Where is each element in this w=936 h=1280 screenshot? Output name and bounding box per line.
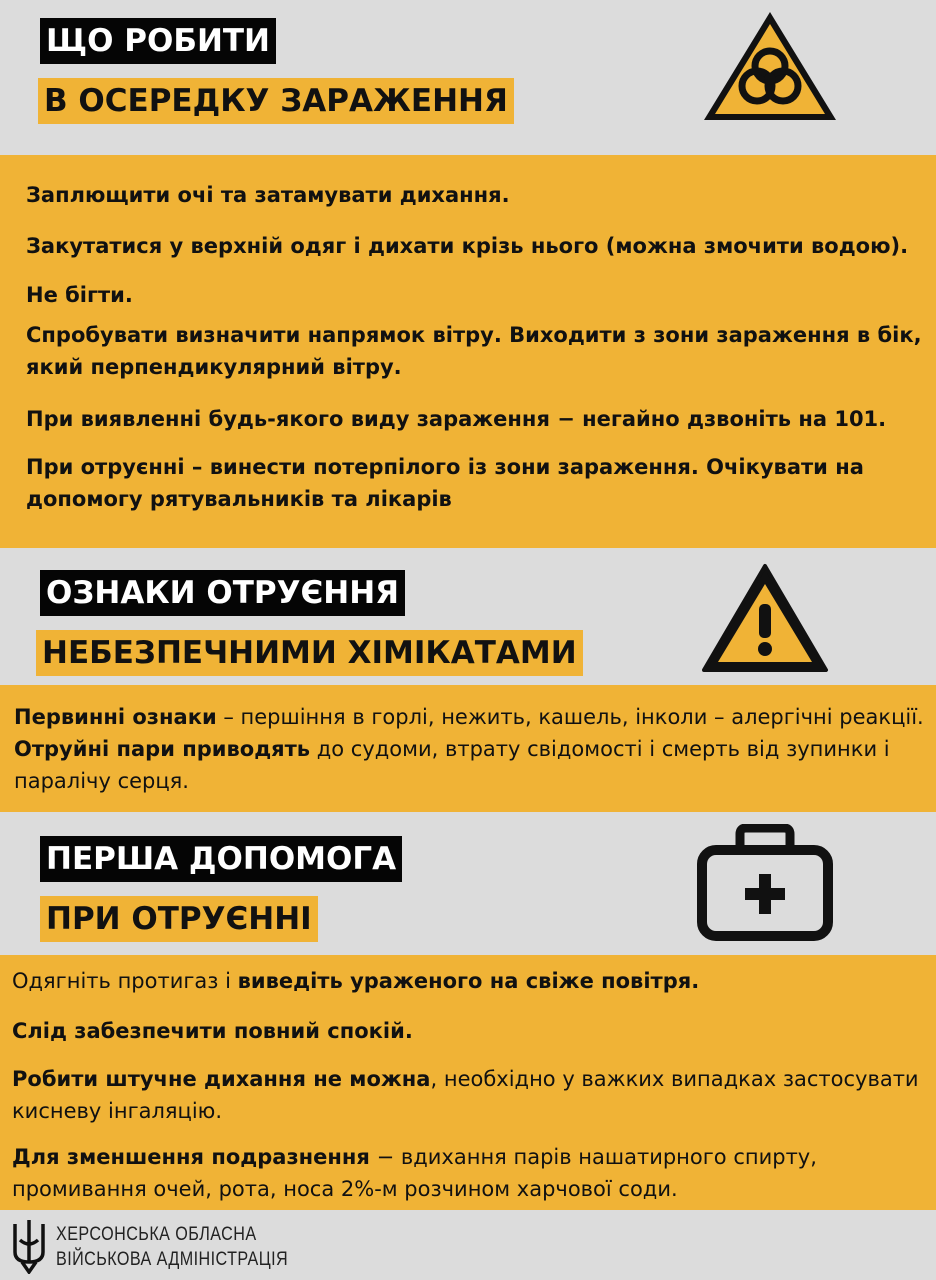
section3-body	[0, 955, 936, 1210]
first-aid-kit-icon	[696, 824, 834, 942]
symptoms-severe-text: до судоми, втрату свідомості і смерть від зупинки і паралічу серця.	[14, 737, 890, 793]
instruction-item: Заплющити очі та затамувати дихання.	[26, 183, 510, 207]
section2-title-line2: НЕБЕЗПЕЧНИМИ ХІМІКАТАМИ	[36, 630, 583, 676]
section1-title-line1: ЩО РОБИТИ	[40, 18, 276, 64]
first-aid-step	[12, 965, 927, 997]
section1-title-line2: В ОСЕРЕДКУ ЗАРАЖЕННЯ	[38, 78, 514, 124]
first-aid-step	[12, 1015, 927, 1047]
instruction-item: Закутатися у верхній одяг і дихати крізь нього (можна змочити водою).	[26, 234, 909, 258]
first-aid-step-text: Одягніть протигаз і	[12, 969, 238, 993]
first-aid-step-bold: виведіть ураженого на свіже повітря.	[237, 969, 700, 993]
section3-title-line1: ПЕРША ДОПОМОГА	[40, 836, 402, 882]
instruction-item: Не бігти.	[26, 283, 133, 307]
symptoms-severe	[14, 733, 929, 797]
section3-header	[0, 812, 936, 955]
first-aid-step	[12, 1063, 927, 1127]
symptoms-primary-label: Первинні ознаки	[14, 705, 217, 729]
first-aid-step-bold: Для зменшення подразнення	[12, 1145, 370, 1169]
first-aid-step-bold: Слід забезпечити повний спокій.	[12, 1019, 413, 1043]
org-name	[56, 1222, 288, 1272]
section2-body	[0, 685, 936, 812]
first-aid-step-bold: Робити штучне дихання не можна	[12, 1067, 431, 1091]
instruction-item: При отруєнні – винести потерпілого із зони зараження. Очікувати на допомогу рятувальників та лікарів	[26, 455, 864, 511]
symptoms-primary-text: – першіння в горлі, нежить, кашель, інколи – алергічні реакції.	[216, 705, 924, 729]
instruction-item: При виявленні будь-якого виду зараження − негайно дзвоніть на 101.	[26, 407, 887, 431]
footer	[0, 1210, 936, 1280]
biohazard-warning-icon	[700, 8, 840, 124]
section1-body	[0, 155, 936, 548]
org-name-line1: ХЕРСОНСЬКА ОБЛАСНА	[56, 1224, 257, 1245]
symptoms-primary	[14, 701, 929, 733]
warning-exclamation-icon	[700, 562, 830, 674]
org-name-line2: ВІЙСЬКОВА АДМІНІСТРАЦІЯ	[56, 1249, 289, 1270]
section2-title-line1: ОЗНАКИ ОТРУЄННЯ	[40, 570, 405, 616]
section2-header	[0, 548, 936, 685]
symptoms-severe-label: Отруйні пари приводять	[14, 737, 311, 761]
section3-title-line2: ПРИ ОТРУЄННІ	[40, 896, 318, 942]
first-aid-step	[12, 1141, 927, 1205]
first-aid-step-text: , необхідно у важких випадках застосувати кисневу інгаляцію.	[12, 1067, 919, 1123]
section1-header	[0, 0, 936, 155]
trident-emblem-icon	[12, 1218, 46, 1274]
first-aid-step-text: − вдихання парів нашатирного спирту, промивання очей, рота, носа 2%-м розчином харчової соди.	[12, 1145, 817, 1201]
instruction-item: Спробувати визначити напрямок вітру. Виходити з зони зараження в бік, який перпендикулярний вітру.	[26, 323, 922, 379]
